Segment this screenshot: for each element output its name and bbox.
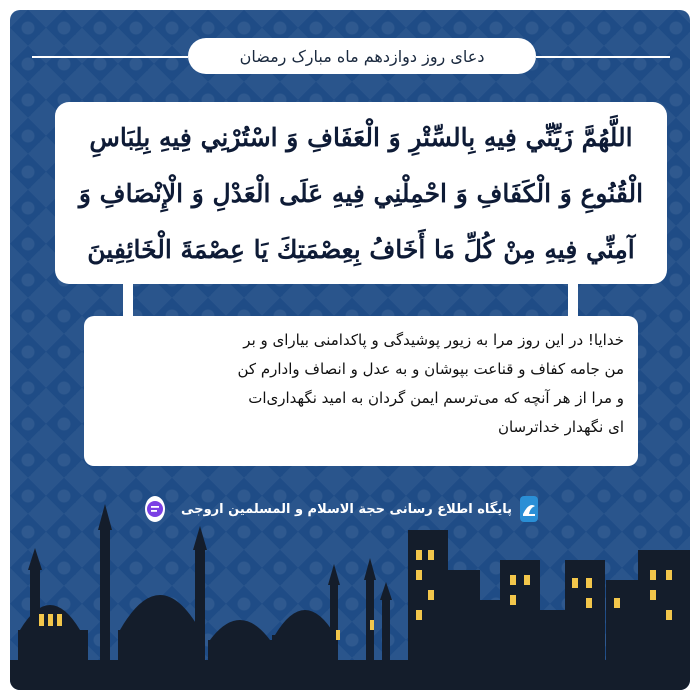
translation-line: و مرا از هر آنچه که می‌ترسم ایمن گردان به امید نگهداری‌ات [248,389,624,407]
city-skyline-illustration [10,490,690,690]
title-pill [188,38,536,74]
arabic-line: اللَّهُمَّ زَيِّنِّي فِيهِ بِالسِّتْرِ وَ الْعَفَافِ وَ اسْتُرْنِي فِيهِ بِلِبَاسِ [89,123,633,152]
translation-line: من جامه کفاف و قناعت بپوشان و به عدل و انصاف وادارم کن [237,360,624,378]
page-title: دعای روز دوازدهم ماه مبارک رمضان [239,46,485,66]
translation-line: خدایا! در این روز مرا به زیور پوشیدگی و پاکدامنی بیارای و بر [243,331,624,349]
title-line-right [536,56,670,58]
card-connector-left [123,284,133,316]
arabic-prayer-card [55,102,667,284]
poster-frame [10,10,690,690]
translation-line: ای نگهدار خداترسان [497,418,624,436]
footer-text: پایگاه اطلاع رسانی حجة الاسلام و المسلمین اروجی [181,501,512,517]
card-connector-right [568,284,578,316]
title-line-left [32,56,188,58]
persian-translation-card [84,316,638,466]
arabic-line: آمِنِّي فِيهِ مِنْ كُلِّ مَا أَخَافُ بِعِصْمَتِكَ يَا عِصْمَةَ الْخَائِفِينَ [87,235,635,264]
arabic-line: الْقُنُوعِ وَ الْكَفَافِ وَ احْمِلْنِي فِيهِ عَلَى الْعَدْلِ وَ الْإِنْصَافِ وَ [78,179,644,208]
